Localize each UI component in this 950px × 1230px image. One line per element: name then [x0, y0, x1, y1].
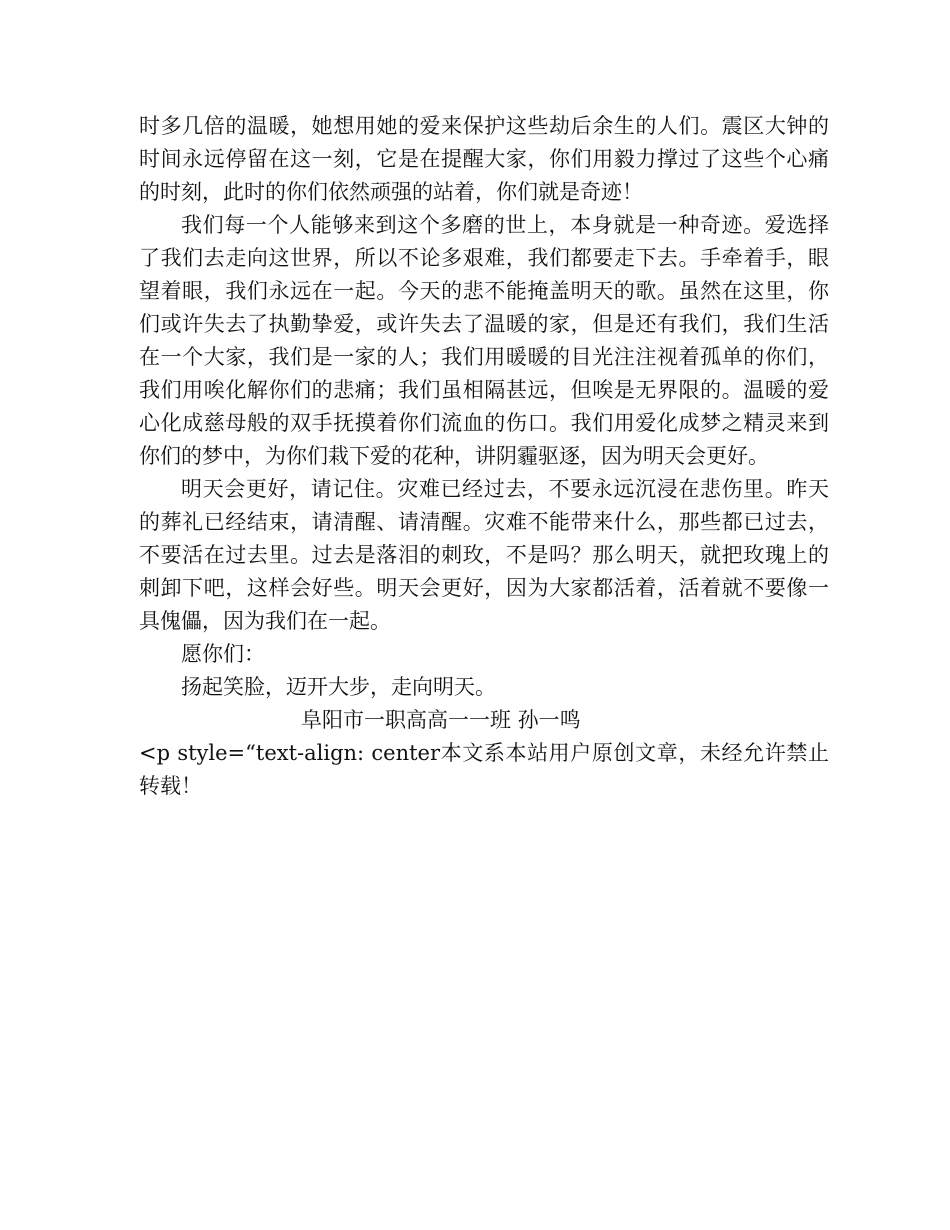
wish-content: 扬起笑脸，迈开大步，走向明天。	[181, 675, 496, 699]
footer-note: <p style=“text-align: center本文系本站用户原创文章，未经允许禁止转载！	[139, 741, 829, 798]
wish-line: 愿你们：	[181, 642, 265, 666]
paragraph-2: 我们每一个人能够来到这个多磨的世上，本身就是一种奇迹。爱选择了我们去走向这世界，所以不论多艰难，我们都要走下去。手牵着手，眼望着眼，我们永远在一起。今天的悲不能掩盖明天的歌。虽然在这里，你们或许失去了执勤挚爱，或许失去了温暖的家，但是还有我们，我们生活在一个大家，我们是一家的人；我们用暖暖的目光注注视着孤单的你们，我们用唉化解你们的悲痛；我们虽相隔甚远，但唉是无界限的。温暖的爱心化成慈母般的双手抚摸着你们流血的伤口。我们用爱化成梦之精灵来到你们的梦中，为你们栽下爱的花种，讲阴霾驱逐，因为明天会更好。	[139, 213, 829, 468]
paragraph-continued: 时多几倍的温暖，她想用她的爱来保护这些劫后余生的人们。震区大钟的时间永远停留在这一刻，它是在提醒大家，你们用毅力撑过了这些个心痛的时刻，此时的你们依然顽强的站着，你们就是奇迹！	[139, 114, 829, 204]
paragraph-3: 明天会更好，请记住。灾难已经过去，不要永远沉浸在悲伤里。昨天的葬礼已经结束，请清醒、请清醒。灾难不能带来什么，那些都已过去，不要活在过去里。过去是落泪的刺玫，不是吗？那么明天，就把玫瑰上的刺卸下吧，这样会好些。明天会更好，因为大家都活着，活着就不要像一具傀儡，因为我们在一起。	[139, 477, 829, 633]
author-signature: 阜阳市一职高高一一班 孙一鸣	[301, 708, 581, 732]
article-body	[139, 110, 829, 803]
